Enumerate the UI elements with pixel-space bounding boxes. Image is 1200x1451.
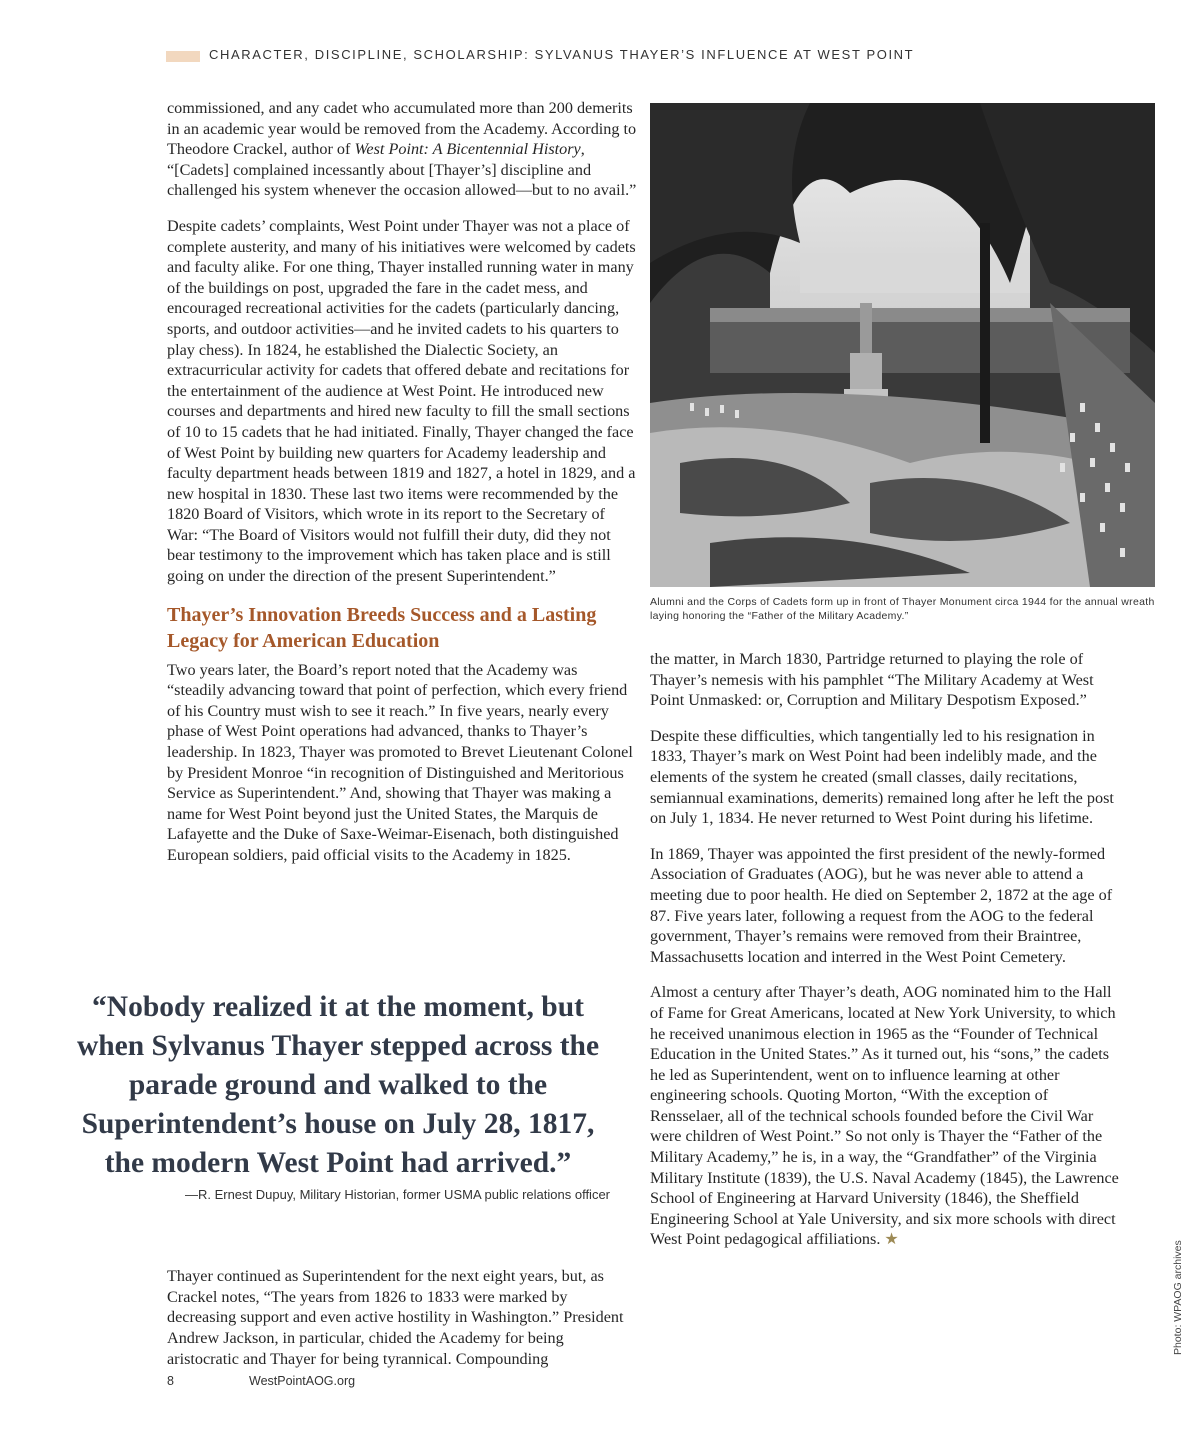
paragraph: Thayer continued as Superintendent for the next eight years, but, as Crackel notes, “The years from 1826 to 1833 were marked by decreasing support and even active hostility in Washington.” President Andrew Jackson, in particular, chided the Academy for being aristocratic and Thayer for being tyrannical. Compounding <box>167 1267 624 1368</box>
running-header: CHARACTER, DISCIPLINE, SCHOLARSHIP: SYLVANUS THAYER’S INFLUENCE AT WEST POINT <box>209 47 915 62</box>
photo-illustration <box>650 103 1155 587</box>
paragraph: In 1869, Thayer was appointed the first president of the newly-formed Association of Graduates (AOG), but he was never able to attend a meeting due to poor health. He died on September 2, 1872 at the age of 87. Five years later, following a request from the AOG to the federal government, Thayer’s remains were removed from their Braintree, Massachusetts location and interred in the West Point Cemetery. <box>650 844 1113 966</box>
left-column-continued <box>167 1250 637 1385</box>
paragraph-text: commissioned, and any cadet who accumulated more than 200 demerits in an academic year would be removed from the Academy. According to Theodore Crackel, author of <box>167 99 637 159</box>
historical-photo <box>650 103 1155 587</box>
paragraph: Despite these difficulties, which tangentially led to his resignation in 1833, Thayer’s mark on West Point had been indelibly made, and the elements of the system he created (small classes, daily recitations, semiannual examinations, demerits) remained long after he left the post on July 1, 1834. He never returned to West Point during his lifetime. <box>650 726 1114 828</box>
paragraph: Two years later, the Board’s report noted that the Academy was “steadily advancing toward that point of perfection, which every friend of his Country must wish to see it reach.” In five years, nearly every phase of West Point operations had advanced, thanks to Thayer’s leadership. In 1823, Thayer was promoted to Brevet Lieutenant Colonel by President Monroe “in recognition of Distinguished and Meritorious Service as Superintendent.” And, showing that Thayer was making a name for West Point beyond just the United States, the Marquis de Lafayette and the Duke of Saxe-Weimar-Eisenach, both distinguished European soldiers, paid official visits to the Academy in 1825. <box>167 660 633 864</box>
pull-quote: “Nobody realized it at the moment, but when Sylvanus Thayer stepped across the parade ground and walked to the Superintendent’s house on July 28, 1817, the modern West Point had arrived.” <box>76 991 600 1179</box>
book-title: West Point: A Bicentennial History <box>354 140 581 159</box>
page-number: 8 <box>167 1374 174 1388</box>
quote-attribution: —R. Ernest Dupuy, Military Historian, former USMA public relations officer <box>184 1187 610 1202</box>
paragraph: the matter, in March 1830, Partridge returned to playing the role of Thayer’s nemesis with his pamphlet “The Military Academy at West Point Unmasked: or, Corruption and Military Despotism Exposed.” <box>650 650 1094 710</box>
paragraph <box>167 98 637 201</box>
paragraph: Despite cadets’ complaints, West Point under Thayer was not a place of complete austerity, and many of his initiatives were welcomed by cadets and faculty alike. For one thing, Thayer installed running water in many of the buildings on post, upgraded the fare in the cadet mess, and encouraged recreational activities for the cadets (particularly dancing, sports, and outdoor activities—and he invited cadets to his quarters to play chess). In 1824, he established the Dialectic Society, an extracurricular activity for cadets that offered debate and recitations for the entertainment of the audience at West Point. He introduced new courses and departments and hired new faculty to fill the small sections of 10 to 15 cadets that he had initiated. Finally, Thayer changed the face of West Point by building new quarters for Academy leadership and faculty department heads between 1819 and 1827, a hotel in 1829, and a new hospital in 1830. These last two items were recommended by the 1820 Board of Visitors, which wrote in its report to the Secretary of War: “The Board of Visitors would not fulfill their duty, did they not bear testimony to the improvement which has taken place and is still going on under the direction of the present Superintendent.” <box>167 216 636 586</box>
header-accent-bar <box>166 51 200 62</box>
paragraph-text: Almost a century after Thayer’s death, AOG nominated him to the Hall of Fame for Great Americans, located at New York University, to which he received unanimous election in 1965 as the “Founder of Technical Education in the United States.” As it turned out, his “sons,” the cadets he led as Superintendent, went on to influence learning at other engineering schools. Quoting Morton, “With the exception of Rensselaer, all of the technical schools founded before the Civil War were children of West Point.” So not only is Thayer the “Father of the Military Academy,” he is, in a way, the “Grandfather” of the Virginia Military Institute (1839), the U.S. Naval Academy (1845), the Lawrence School of Engineering at Harvard University (1846), the Sheffield Engineering School at Yale University, and six more schools with direct West Point pedagogical affiliations. <box>650 983 1119 1249</box>
section-heading: Thayer’s Innovation Breeds Success and a Lasting Legacy for American Education <box>167 603 597 652</box>
paragraph-text: , “[Cadets] complained incessantly about [Thayer’s] discipline and challenged his system whenever the occasion allowed—but to no avail.” <box>167 140 637 200</box>
right-column <box>650 649 1120 1266</box>
paragraph <box>650 982 1120 1251</box>
left-column <box>167 98 637 881</box>
star-icon: ★ <box>884 1231 899 1249</box>
photo-caption: Alumni and the Corps of Cadets form up in front of Thayer Monument circa 1944 for the annual wreath laying honoring the “Father of the Military Academy.” <box>650 596 1155 622</box>
photo-credit: Photo: WPAOG archives <box>1172 1240 1184 1355</box>
footer-website: WestPointAOG.org <box>249 1374 356 1388</box>
